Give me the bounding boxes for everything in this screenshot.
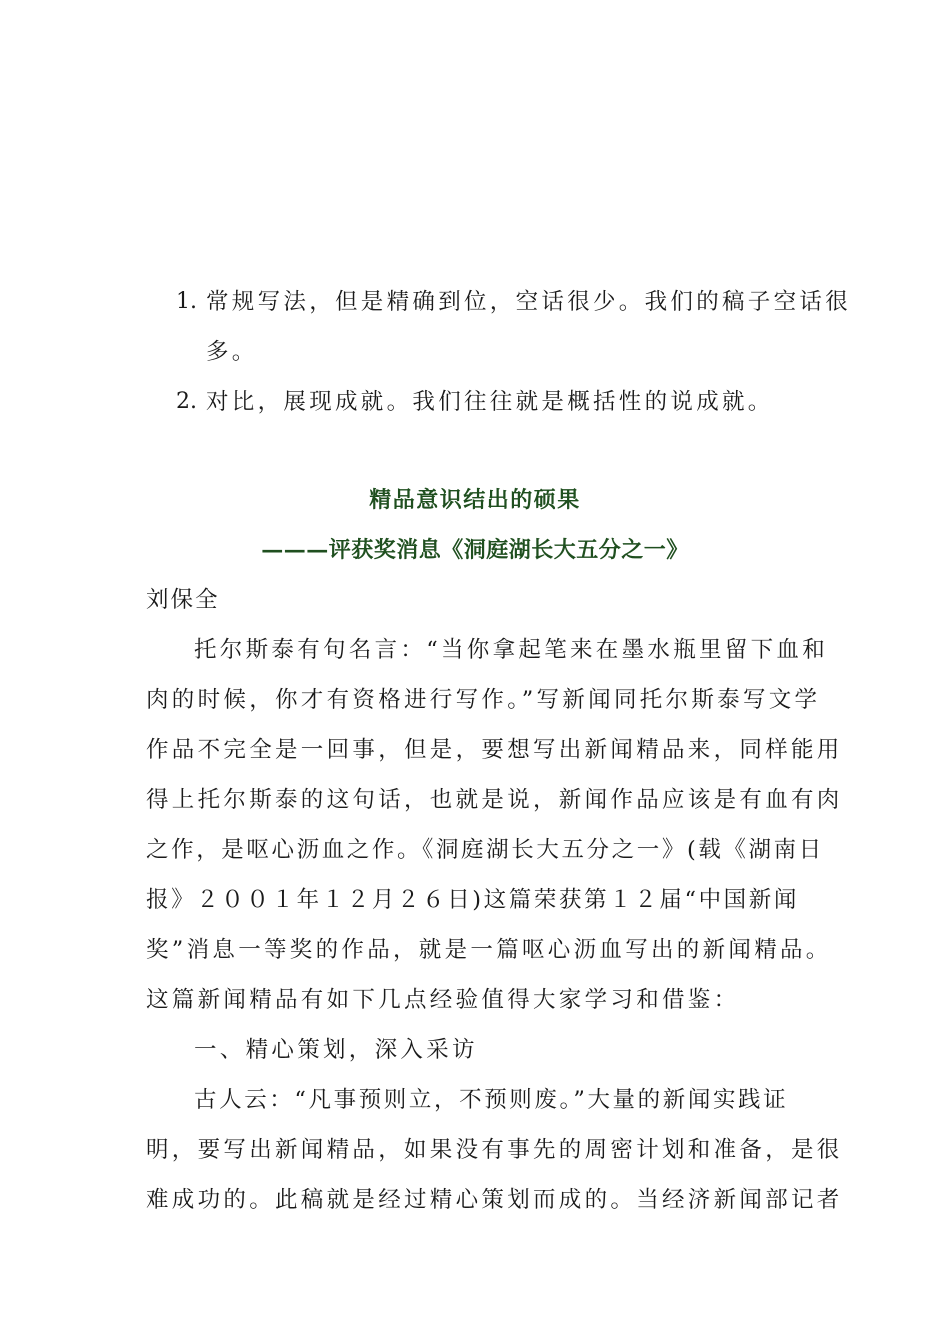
body-line-3: 作品不完全是一回事，但是，要想写出新闻精品来，同样能用 (146, 737, 843, 763)
body-line-11: 明，要写出新闻精品，如果没有事先的周密计划和准备，是很 (146, 1137, 843, 1163)
section-heading-1: 一、精心策划，深入采访 (194, 1037, 478, 1063)
body-line-5: 之作，是呕心沥血之作。《洞庭湖长大五分之一》(载《湖南日 (146, 837, 824, 863)
list-number-1: 1. (176, 289, 197, 314)
body-line-1: 托尔斯泰有句名言：“当你拿起笔来在墨水瓶里留下血和 (194, 637, 829, 663)
article-subtitle: ———评获奖消息《洞庭湖长大五分之一》 (261, 537, 689, 563)
list-item-2-line-1: 对比，展现成就。我们往往就是概括性的说成就。 (206, 389, 774, 415)
body-line-4: 得上托尔斯泰的这句话，也就是说，新闻作品应该是有血有肉 (146, 787, 843, 813)
article-title: 精品意识结出的硕果 (369, 487, 581, 513)
article-author: 刘保全 (146, 587, 220, 613)
list-item-1-line-1: 常规写法，但是精确到位，空话很少。我们的稿子空话很 (206, 289, 852, 315)
body-line-8: 这篇新闻精品有如下几点经验值得大家学习和借鉴： (146, 987, 740, 1013)
body-line-7: 奖”消息一等奖的作品，就是一篇呕心沥血写出的新闻精品。 (146, 937, 832, 963)
body-line-2: 肉的时候，你才有资格进行写作。”写新闻同托尔斯泰写文学 (146, 687, 821, 713)
body-line-12: 难成功的。此稿就是经过精心策划而成的。当经济新闻部记者 (146, 1187, 843, 1213)
body-line-10: 古人云：“凡事预则立，不预则废。”大量的新闻实践证 (194, 1087, 789, 1113)
list-number-2: 2. (176, 389, 197, 414)
list-item-1-line-2: 多。 (206, 339, 258, 365)
body-line-6: 报》２００１年１２月２６日)这篇荣获第１２届“中国新闻 (146, 887, 799, 913)
